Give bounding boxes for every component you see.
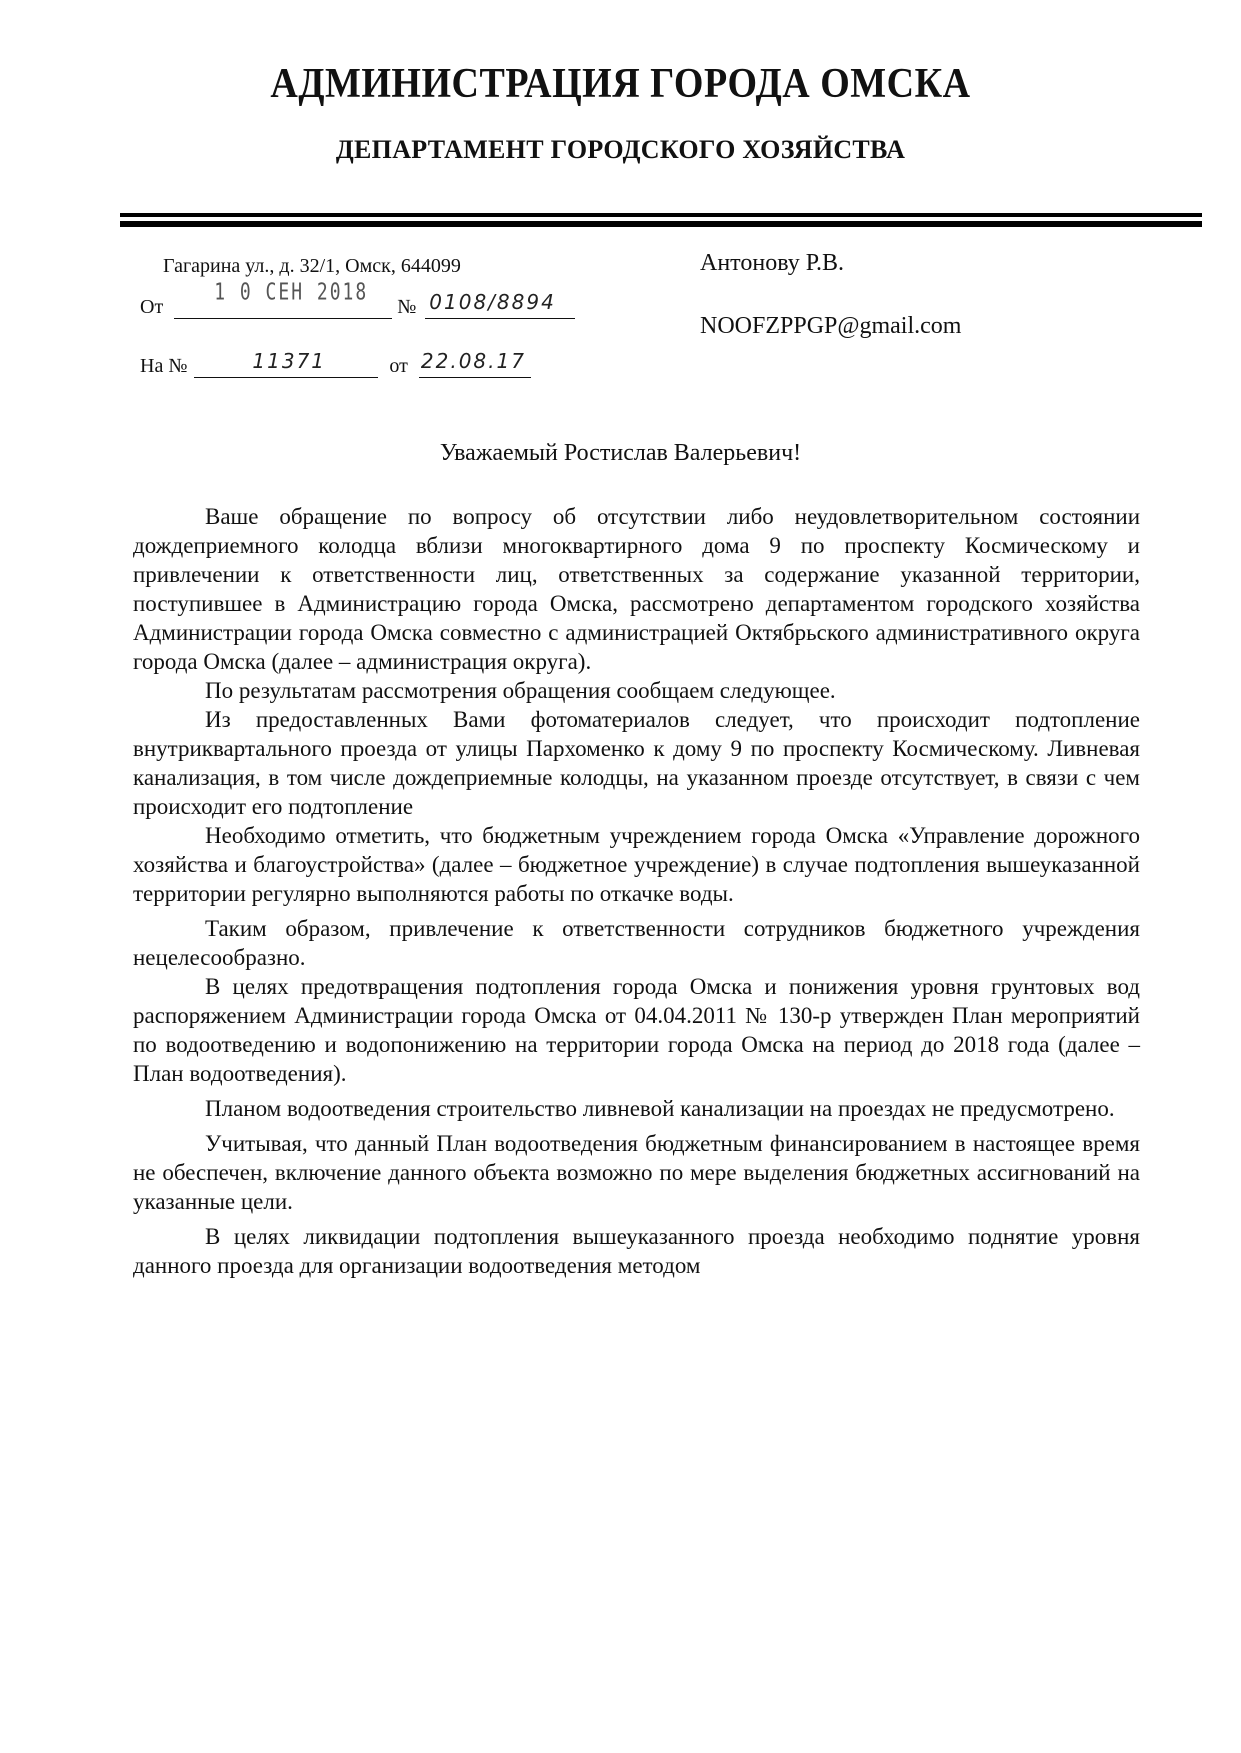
reply-to-number-field bbox=[194, 349, 378, 378]
body-paragraph: В целях предотвращения подтопления города Омска и понижения уровня грунтовых вод распоряжением Администрации города Омска от 04.04.2011 № 130-р утвержден План мероприятий по водоотведению и водопонижению на территории города Омска на период до 2018 года (далее – План водоотведения). bbox=[133, 974, 1140, 1086]
recipient-name: Антонову Р.В. bbox=[700, 250, 845, 276]
outgoing-number: 0108/8894 bbox=[429, 290, 556, 314]
reply-date: 22.08.17 bbox=[420, 349, 526, 373]
reply-to-number: 11371 bbox=[252, 349, 327, 373]
reply-reference-row bbox=[140, 349, 531, 378]
body-paragraph: В целях ликвидации подтопления вышеуказанного проезда необходимо поднятие уровня данного проезда для организации водоотведения методом bbox=[133, 1224, 1140, 1278]
body-paragraph: Учитывая, что данный План водоотведения бюджетным финансированием в настоящее время не обеспечен, включение данного объекта возможно по мере выделения бюджетных ассигнований на указанные цели. bbox=[133, 1131, 1140, 1214]
body-paragraph: Планом водоотведения строительство ливневой канализации на проездах не предусмотрено. bbox=[205, 1096, 1115, 1121]
body-paragraph: По результатам рассмотрения обращения сообщаем следующее. bbox=[205, 678, 836, 703]
outgoing-number-field bbox=[425, 290, 575, 319]
organization-title: АДМИНИСТРАЦИЯ ГОРОДА ОМСКА bbox=[270, 60, 971, 108]
reply-date-label: от bbox=[389, 355, 408, 377]
from-label: От bbox=[140, 296, 164, 318]
body-paragraph: Таким образом, привлечение к ответственности сотрудников бюджетного учреждения нецелесообразно. bbox=[133, 916, 1140, 970]
date-stamp: 1 0 СЕН 2018 bbox=[214, 278, 369, 307]
salutation: Уважаемый Ростислав Валерьевич! bbox=[439, 440, 802, 466]
from-date-field bbox=[174, 278, 392, 319]
letter-body bbox=[133, 502, 1140, 1280]
reply-date-field bbox=[419, 349, 531, 378]
number-label: № bbox=[397, 296, 417, 318]
body-paragraph: Необходимо отметить, что бюджетным учреждением города Омска «Управление дорожного хозяйства и благоустройства» (далее – бюджетное учреждение) в случае подтопления вышеуказанной территории регулярно выполняются работы по откачке воды. bbox=[133, 823, 1140, 906]
header-rule-bottom bbox=[120, 221, 1202, 227]
outgoing-reference-row bbox=[140, 278, 575, 319]
recipient-email: NOOFZPPGP@gmail.com bbox=[700, 313, 962, 339]
sender-address: Гагарина ул., д. 32/1, Омск, 644099 bbox=[163, 255, 461, 277]
header-rule-top bbox=[120, 213, 1202, 217]
reply-to-label: На № bbox=[140, 355, 188, 377]
body-paragraph: Ваше обращение по вопросу об отсутствии либо неудовлетворительном состоянии дождеприемного колодца вблизи многоквартирного дома 9 по проспекту Космическому и привлечении к ответственности лиц, ответственных за содержание указанной территории, поступившее в Администрацию города Омска, рассмотрено департаментом городского хозяйства Администрации города Омска совместно с администрацией Октябрьского административного округа города Омска (далее – администрация округа). bbox=[133, 504, 1140, 674]
body-paragraph: Из предоставленных Вами фотоматериалов следует, что происходит подтопление внутриквартального проезда от улицы Пархоменко к дому 9 по проспекту Космическому. Ливневая канализация, в том числе дождеприемные колодцы, на указанном проезде отсутствует, в связи с чем происходит его подтопление bbox=[133, 707, 1140, 819]
department-title: ДЕПАРТАМЕНТ ГОРОДСКОГО ХОЗЯЙСТВА bbox=[335, 135, 906, 164]
